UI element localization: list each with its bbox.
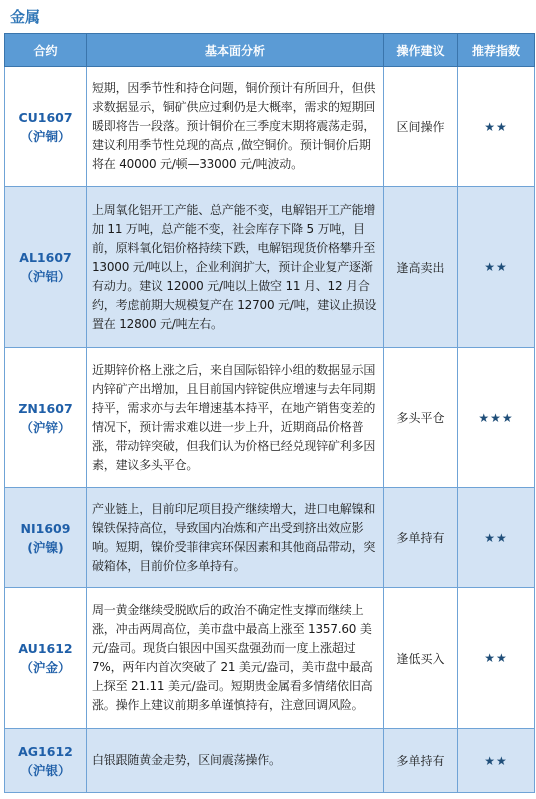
header-contract: 合约 (5, 34, 87, 67)
rating-stars: ★★★ (458, 348, 535, 488)
table-row-ni (5, 488, 535, 588)
table-row-al (5, 187, 535, 348)
contract-exchange: (沪镍) (27, 539, 64, 555)
table-header-row (5, 34, 535, 67)
contract-cell (5, 729, 87, 793)
contract-cell (5, 187, 87, 348)
rating-stars: ★★ (458, 187, 535, 348)
contract-code: AL1607 (19, 250, 72, 265)
analysis-cell: 短期，因季节性和持仓问题，铜价预计有所回升，但供求数据显示，铜矿供应过剩仍是大概率，需求的短期回暖即将告一段落。预计铜价在三季度末期将震荡走弱，建议利用季节性兑现的高点 ,做空铜价。预计铜价后期将在 40000 元/顿—33000 元/吨波动。 (87, 67, 384, 187)
contract-exchange: （沪锌） (20, 419, 71, 435)
advice-cell: 区间操作 (384, 67, 458, 187)
advice-cell: 多单持有 (384, 488, 458, 588)
rating-stars: ★★ (458, 488, 535, 588)
metals-table (4, 33, 535, 793)
table-row-ag (5, 729, 535, 793)
table-row-au (5, 588, 535, 729)
table-row-cu (5, 67, 535, 187)
header-rating: 推荐指数 (458, 34, 535, 67)
section-title: 金属 (10, 8, 41, 26)
contract-code: AG1612 (18, 743, 73, 759)
contract-code: AU1612 (18, 641, 73, 656)
table-row-zn (5, 348, 535, 488)
advice-cell: 多单持有 (384, 729, 458, 793)
contract-exchange: （沪金） (20, 660, 71, 675)
contract-exchange: （沪铝） (20, 269, 71, 284)
analysis-cell: 白银跟随黄金走势，区间震荡操作。 (87, 729, 384, 793)
contract-code: NI1609 (20, 520, 71, 536)
rating-stars: ★★ (458, 67, 535, 187)
contract-exchange: （沪银） (20, 762, 71, 778)
analysis-cell: 产业链上，目前印尼项目投产继续增大，进口电解镍和镍铁保持高位，导致国内冶炼和产出受到挤出效应影响。短期，镍价受菲律宾环保因素和其他商品带动，突破箱体，目前价位多单持有。 (87, 488, 384, 588)
rating-stars: ★★ (458, 588, 535, 729)
rating-stars: ★★ (458, 729, 535, 793)
contract-cell (5, 348, 87, 488)
header-advice: 操作建议 (384, 34, 458, 67)
contract-cell (5, 67, 87, 187)
contract-code: ZN1607 (18, 400, 73, 416)
advice-cell: 逢高卖出 (384, 187, 458, 348)
header-analysis: 基本面分析 (87, 34, 384, 67)
contract-exchange: （沪铜） (20, 128, 71, 144)
analysis-cell: 近期锌价格上涨之后，来自国际铅锌小组的数据显示国内锌矿产出增加，且目前国内锌锭供应增速与去年同期持平，需求亦与去年增速基本持平，在地产销售变差的情况下，预计需求难以进一步上升，近期商品价格普涨，带动锌突破，但我们认为价格已经兑现锌矿利多因素，建议多头平仓。 (87, 348, 384, 488)
advice-cell: 多头平仓 (384, 348, 458, 488)
advice-cell: 逢低买入 (384, 588, 458, 729)
analysis-cell: 上周氧化铝开工产能、总产能不变，电解铝开工产能增加 11 万吨，总产能不变，社会库存下降 5 万吨，目前，原料氧化铝价格持续下跌，电解铝现货价格攀升至 13000 元/吨以上，企业利润扩大，预计企业复产逐渐有动力。建议 12000 元/吨以上做空 11 月、12 月合约，考虑前期大规模复产在 12700 元/吨，建议止损设置在 12800 元/吨左右。 (87, 187, 384, 348)
contract-code: CU1607 (18, 109, 73, 125)
analysis-cell: 周一黄金继续受脱欧后的政治不确定性支撑而继续上涨，冲击两周高位，美市盘中最高上涨至 1357.60 美元/盎司。现货白银因中国买盘强劲而一度上涨超过 7%，两年内首次突破了 21 美元/盎司，美市盘中最高上探至 21.11 美元/盎司。短期贵金属看多情绪依旧高涨。操作上建议前期多单谨慎持有，注意回调风险。 (87, 588, 384, 729)
contract-cell (5, 588, 87, 729)
contract-cell (5, 488, 87, 588)
